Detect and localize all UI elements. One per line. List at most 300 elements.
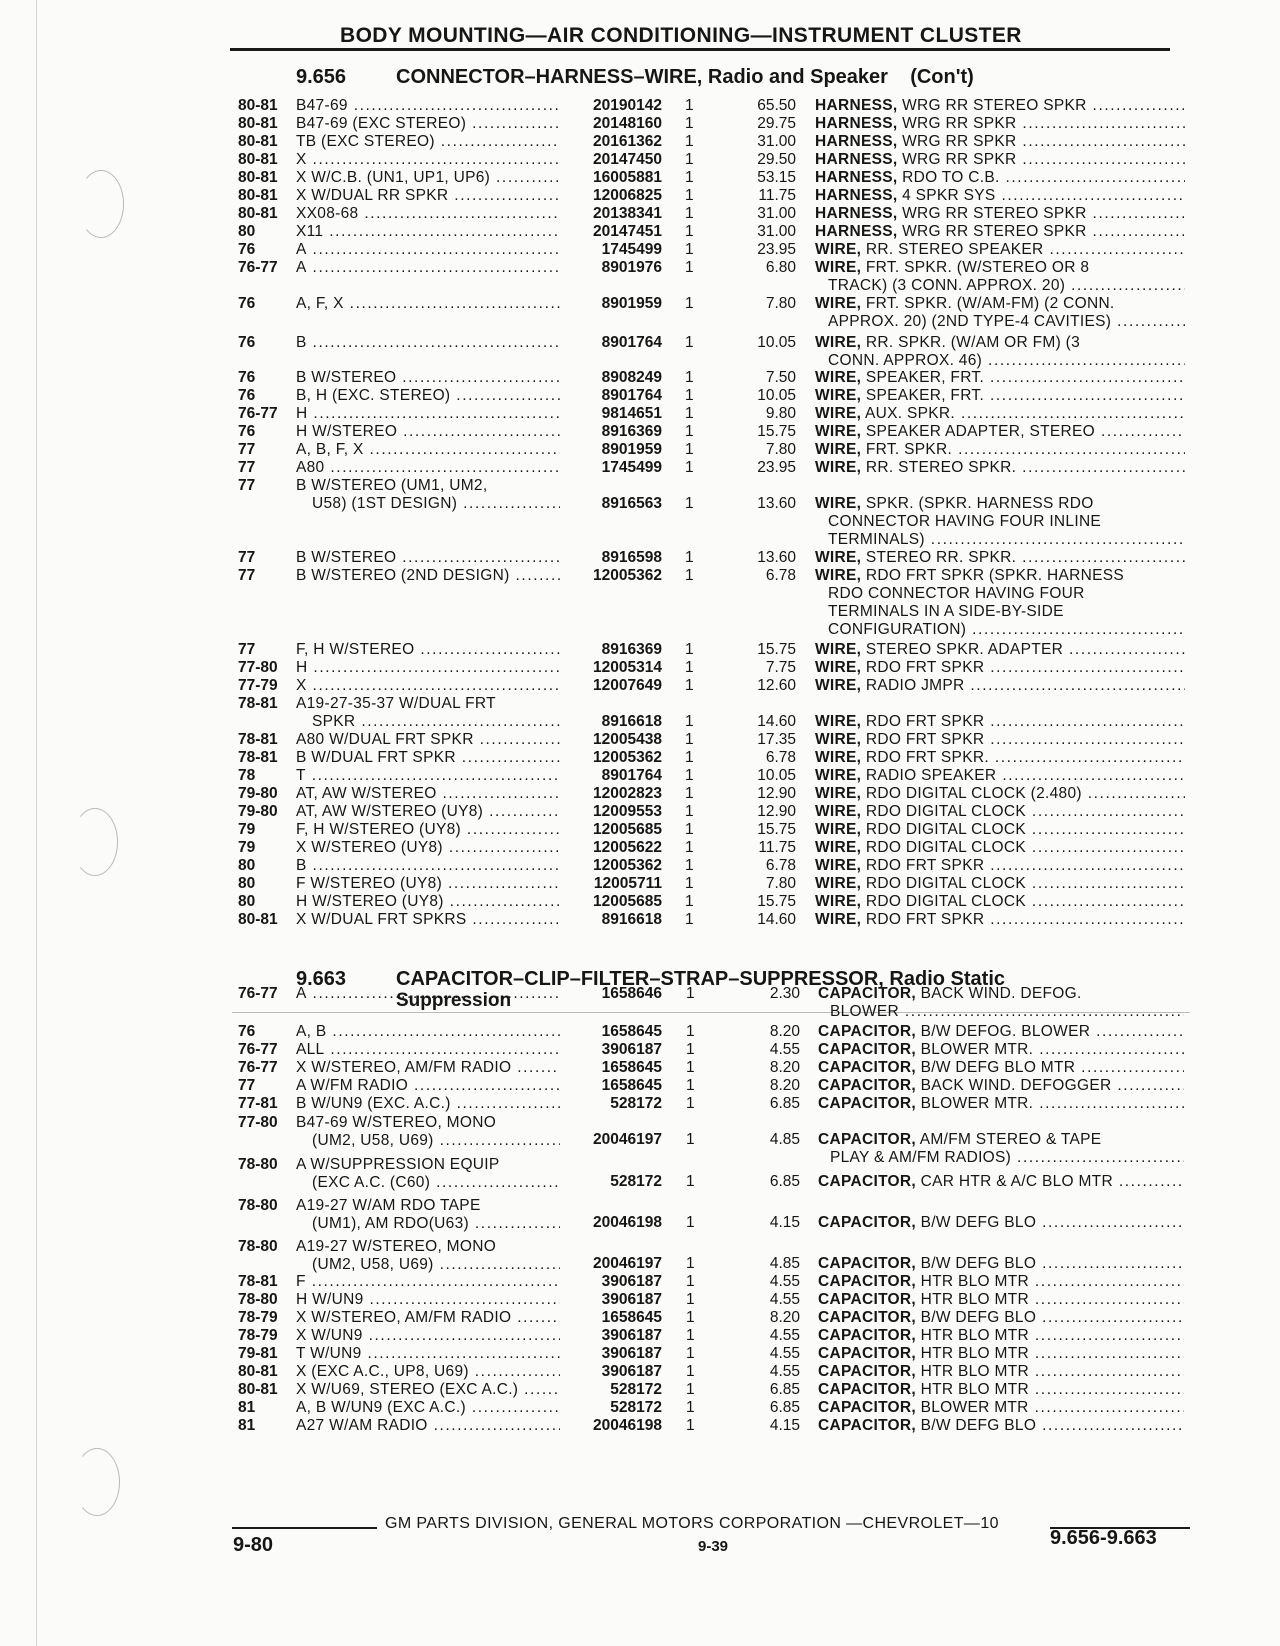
part-name: WIRE, — [815, 839, 862, 856]
description — [818, 1172, 1184, 1191]
description-text: RDO FRT SPKR — [861, 857, 985, 874]
description — [815, 892, 1185, 911]
application: A ..... — [296, 984, 560, 1003]
description-continued: PLAY & AM/FM RADIOS) ..... — [830, 1148, 1184, 1167]
application: AT, AW W/STEREO ..... — [296, 784, 560, 803]
model-years: 80-81 — [238, 133, 278, 150]
description-text: RDO FRT SPKR — [861, 911, 985, 928]
parts-row — [0, 1238, 1280, 1273]
model-years: 78-81 — [238, 1273, 278, 1290]
price: 4.15 — [769, 1214, 800, 1231]
part-name: CAPACITOR, — [818, 1059, 917, 1076]
quantity: 1 — [685, 459, 694, 476]
application: H ..... — [296, 658, 560, 677]
price: 6.78 — [765, 749, 796, 766]
description — [815, 458, 1185, 477]
quantity: 1 — [685, 549, 694, 566]
model-years: 77-80 — [238, 659, 278, 676]
part-number: 12005711 — [593, 875, 662, 892]
quantity: 1 — [685, 839, 694, 856]
model-years: 77 — [238, 459, 256, 476]
price: 6.85 — [769, 1173, 800, 1190]
price: 7.80 — [765, 875, 796, 892]
model-years: 79-80 — [238, 785, 278, 802]
model-years: 81 — [238, 1399, 256, 1416]
application: X W/DUAL FRT SPKRS ..... — [296, 910, 560, 929]
description-text: STEREO SPKR. ADAPTER — [861, 641, 1064, 658]
parts-row — [0, 294, 1280, 330]
parts-row — [0, 404, 1280, 423]
description — [818, 1290, 1184, 1309]
price: 15.75 — [757, 641, 796, 658]
part-number: 20147451 — [593, 223, 662, 240]
application: A, B, F, X ..... — [296, 440, 560, 459]
application-continued: U58) (1ST DESIGN) ..... — [312, 494, 560, 513]
parts-row — [0, 984, 1280, 1020]
parts-row — [0, 96, 1280, 115]
part-number: 1658645 — [601, 1077, 662, 1094]
description-text: AM/FM STEREO & TAPE — [916, 1131, 1102, 1148]
price: 10.05 — [757, 767, 796, 784]
part-name: WIRE, — [815, 803, 862, 820]
quantity: 1 — [686, 1363, 695, 1380]
description — [818, 1272, 1184, 1291]
model-years: 80-81 — [238, 1363, 278, 1380]
part-name: CAPACITOR, — [818, 985, 917, 1002]
part-number: 1658646 — [601, 985, 662, 1002]
part-name: WIRE, — [815, 767, 862, 784]
description-text: HTR BLO MTR — [916, 1327, 1029, 1344]
application: B W/UN9 (EXC. A.C.) ..... — [296, 1094, 560, 1113]
part-name: CAPACITOR, — [818, 1131, 917, 1148]
price: 10.05 — [757, 334, 796, 351]
model-years: 80-81 — [238, 169, 278, 186]
model-years: 77 — [238, 549, 256, 566]
description-text: B/W DEFOG. BLOWER — [916, 1023, 1091, 1040]
price: 13.60 — [757, 495, 796, 512]
part-name: CAPACITOR, — [818, 1023, 917, 1040]
model-years: 81 — [238, 1417, 256, 1434]
price: 6.85 — [769, 1095, 800, 1112]
quantity: 1 — [685, 187, 694, 204]
model-years: 78-81 — [238, 731, 278, 748]
price: 7.75 — [765, 659, 796, 676]
section-title: CAPACITOR–CLIP–FILTER–STRAP–SUPPRESSOR, Radio Static — [396, 968, 1005, 990]
part-number: 8908249 — [601, 369, 662, 386]
part-number: 20046197 — [593, 1255, 662, 1272]
price: 6.85 — [769, 1399, 800, 1416]
application: X W/DUAL RR SPKR ..... — [296, 186, 560, 205]
price: 31.00 — [757, 205, 796, 222]
model-years: 77 — [238, 567, 256, 584]
part-name: WIRE, — [815, 875, 862, 892]
description-text: RR. SPKR. (W/AM OR FM) (3 — [861, 334, 1081, 351]
description — [815, 748, 1185, 767]
part-number: 12005438 — [593, 731, 662, 748]
description — [818, 984, 1184, 1003]
application-continued: (UM2, U58, U69) ..... — [312, 1255, 560, 1274]
description — [818, 1094, 1184, 1113]
price: 4.55 — [769, 1363, 800, 1380]
description-continued: TRACK) (3 CONN. APPROX. 20) ..... — [828, 276, 1185, 295]
description — [815, 856, 1185, 875]
section-number: 9.663 — [296, 968, 347, 990]
part-number: 20161362 — [593, 133, 662, 150]
model-years: 77 — [238, 1077, 256, 1094]
quantity: 1 — [685, 151, 694, 168]
application-continued: SPKR ..... — [312, 712, 560, 731]
model-years: 80-81 — [238, 151, 278, 168]
price: 23.95 — [757, 459, 796, 476]
parts-row — [0, 1197, 1280, 1232]
description — [815, 422, 1185, 441]
description-text: RDO DIGITAL CLOCK — [861, 893, 1027, 910]
part-number: 12006825 — [593, 187, 662, 204]
quantity: 1 — [685, 115, 694, 132]
parts-row — [0, 1362, 1280, 1381]
footer-section-range: 9.656-9.663 — [1050, 1527, 1157, 1549]
description-text: AUX. SPKR. — [861, 405, 956, 422]
parts-row — [0, 1308, 1280, 1327]
application: T ..... — [296, 766, 560, 785]
application: A, B W/UN9 (EXC A.C.) ..... — [296, 1398, 560, 1417]
description — [815, 240, 1185, 259]
model-years: 78-81 — [238, 749, 278, 766]
quantity: 1 — [686, 1255, 695, 1272]
description-text: STEREO RR. SPKR. — [861, 549, 1017, 566]
part-number: 1745499 — [601, 459, 662, 476]
quantity: 1 — [685, 495, 694, 512]
description — [815, 186, 1185, 205]
parts-row — [0, 168, 1280, 187]
quantity: 1 — [686, 1291, 695, 1308]
parts-row — [0, 676, 1280, 695]
model-years: 76 — [238, 334, 256, 351]
part-number: 3906187 — [601, 1291, 662, 1308]
price: 7.80 — [765, 295, 796, 312]
quantity: 1 — [686, 1327, 695, 1344]
part-number: 3906187 — [601, 1363, 662, 1380]
description-text: FRT. SPKR. (W/STEREO OR 8 — [861, 259, 1090, 276]
description — [815, 258, 1185, 277]
quantity: 1 — [685, 713, 694, 730]
part-number: 12005362 — [593, 857, 662, 874]
part-number: 8916598 — [601, 549, 662, 566]
part-name: WIRE, — [815, 749, 862, 766]
price: 4.55 — [769, 1041, 800, 1058]
part-name: HARNESS, — [815, 133, 898, 150]
parts-row — [0, 458, 1280, 477]
part-number: 8901959 — [601, 295, 662, 312]
parts-row — [0, 1022, 1280, 1041]
part-number: 8916563 — [601, 495, 662, 512]
part-name: WIRE, — [815, 659, 862, 676]
price: 29.75 — [757, 115, 796, 132]
quantity: 1 — [685, 767, 694, 784]
part-number: 12005362 — [593, 567, 662, 584]
parts-row — [0, 386, 1280, 405]
parts-row — [0, 1272, 1280, 1291]
part-number: 8916618 — [601, 911, 662, 928]
description-text: HTR BLO MTR — [916, 1273, 1029, 1290]
part-number: 8916369 — [601, 423, 662, 440]
parts-row — [0, 766, 1280, 785]
price: 12.90 — [757, 785, 796, 802]
price: 4.55 — [769, 1291, 800, 1308]
description-text: RR. STEREO SPKR. — [861, 459, 1017, 476]
parts-row — [0, 838, 1280, 857]
part-name: WIRE, — [815, 731, 862, 748]
part-name: CAPACITOR, — [818, 1381, 917, 1398]
parts-row — [0, 802, 1280, 821]
description-text: B/W DEFG BLO — [916, 1417, 1037, 1434]
part-name: WIRE, — [815, 713, 862, 730]
part-number: 16005881 — [593, 169, 662, 186]
part-number: 3906187 — [601, 1345, 662, 1362]
parts-row — [0, 874, 1280, 893]
part-number: 8901959 — [601, 441, 662, 458]
description-text: RDO FRT SPKR — [861, 713, 985, 730]
part-number: 3906187 — [601, 1041, 662, 1058]
part-number: 12005622 — [593, 839, 662, 856]
price: 31.00 — [757, 133, 796, 150]
quantity: 1 — [685, 785, 694, 802]
application: H W/UN9 ..... — [296, 1290, 560, 1309]
application: A ..... — [296, 240, 560, 259]
application: H W/STEREO (UY8) ..... — [296, 892, 560, 911]
quantity: 1 — [686, 1345, 695, 1362]
parts-row — [0, 258, 1280, 294]
application: X (EXC A.C., UP8, U69) ..... — [296, 1362, 560, 1381]
application: B W/DUAL FRT SPKR ..... — [296, 748, 560, 767]
part-number: 12005685 — [593, 821, 662, 838]
parts-row — [0, 566, 1280, 638]
price: 2.30 — [769, 985, 800, 1002]
part-name: CAPACITOR, — [818, 1309, 917, 1326]
part-number: 3906187 — [601, 1327, 662, 1344]
part-number: 1658645 — [601, 1059, 662, 1076]
description-text: HTR BLO MTR — [916, 1291, 1029, 1308]
description-text: RDO DIGITAL CLOCK — [861, 875, 1027, 892]
description-continued: RDO CONNECTOR HAVING FOUR — [828, 585, 1085, 602]
punch-hole — [74, 1448, 120, 1516]
model-years: 80-81 — [238, 115, 278, 132]
description-text: WRG RR STEREO SPKR — [897, 97, 1087, 114]
description — [818, 1130, 1184, 1149]
quantity: 1 — [685, 223, 694, 240]
part-name: CAPACITOR, — [818, 1255, 917, 1272]
part-name: WIRE, — [815, 241, 862, 258]
price: 4.55 — [769, 1327, 800, 1344]
description — [818, 1040, 1184, 1059]
part-name: WIRE, — [815, 857, 862, 874]
model-years: 77 — [238, 477, 256, 494]
parts-row — [0, 784, 1280, 803]
application: F W/STEREO (UY8) ..... — [296, 874, 560, 893]
parts-row — [0, 114, 1280, 133]
description — [815, 784, 1185, 803]
quantity: 1 — [686, 1023, 695, 1040]
description — [815, 566, 1185, 585]
quantity: 1 — [686, 1041, 695, 1058]
price: 8.20 — [769, 1023, 800, 1040]
part-name: WIRE, — [815, 549, 862, 566]
model-years: 76 — [238, 423, 256, 440]
price: 23.95 — [757, 241, 796, 258]
description — [818, 1254, 1184, 1273]
application: A27 W/AM RADIO ..... — [296, 1416, 560, 1435]
application: X W/STEREO, AM/FM RADIO ..... — [296, 1308, 560, 1327]
part-number: 12002823 — [593, 785, 662, 802]
description-text: BACK WIND. DEFOGGER — [916, 1077, 1112, 1094]
price: 4.55 — [769, 1273, 800, 1290]
description-text: RDO DIGITAL CLOCK — [861, 803, 1027, 820]
description — [815, 204, 1185, 223]
part-name: CAPACITOR, — [818, 1214, 917, 1231]
application: A ..... — [296, 258, 560, 277]
description-text: RDO FRT SPKR. — [861, 749, 989, 766]
description-text: WRG RR STEREO SPKR — [897, 223, 1087, 240]
part-number: 12005362 — [593, 749, 662, 766]
description — [815, 368, 1185, 387]
quantity: 1 — [685, 369, 694, 386]
application-continued: (UM1), AM RDO(U63) ..... — [312, 1214, 560, 1233]
quantity: 1 — [685, 893, 694, 910]
part-name: WIRE, — [815, 911, 862, 928]
quantity: 1 — [685, 911, 694, 928]
parts-row — [0, 1416, 1280, 1435]
description-text: WRG RR SPKR — [897, 115, 1017, 132]
parts-row — [0, 150, 1280, 169]
quantity: 1 — [685, 241, 694, 258]
model-years: 76 — [238, 369, 256, 386]
application: B W/STEREO ..... — [296, 548, 560, 567]
description-text: WRG RR SPKR — [897, 151, 1017, 168]
description-text: B/W DEFG BLO — [916, 1309, 1037, 1326]
description — [818, 1022, 1184, 1041]
description-text: SPEAKER ADAPTER, STEREO — [861, 423, 1096, 440]
part-number: 528172 — [610, 1095, 662, 1112]
application: B W/STEREO (2ND DESIGN) ..... — [296, 566, 560, 585]
model-years: 78-79 — [238, 1327, 278, 1344]
quantity: 1 — [685, 441, 694, 458]
description-text: FRT. SPKR. — [861, 441, 953, 458]
price: 4.55 — [769, 1345, 800, 1362]
quantity: 1 — [685, 641, 694, 658]
part-name: WIRE, — [815, 495, 862, 512]
description — [818, 1416, 1184, 1435]
description — [818, 1213, 1184, 1232]
quantity: 1 — [685, 567, 694, 584]
quantity: 1 — [685, 295, 694, 312]
price: 15.75 — [757, 893, 796, 910]
application: B, H (EXC. STEREO) ..... — [296, 386, 560, 405]
application: F, H W/STEREO (UY8) ..... — [296, 820, 560, 839]
quantity: 1 — [686, 1095, 695, 1112]
quantity: 1 — [686, 1173, 695, 1190]
part-number: 20148160 — [593, 115, 662, 132]
part-name: HARNESS, — [815, 169, 898, 186]
description — [818, 1380, 1184, 1399]
price: 8.20 — [769, 1077, 800, 1094]
description-text: BLOWER MTR. — [916, 1041, 1034, 1058]
description-text: B/W DEFG BLO — [916, 1255, 1037, 1272]
application: B ..... — [296, 333, 560, 352]
application: A19-27-35-37 W/DUAL FRT — [296, 695, 496, 712]
model-years: 77-79 — [238, 677, 278, 694]
part-name: CAPACITOR, — [818, 1327, 917, 1344]
part-name: CAPACITOR, — [818, 1041, 917, 1058]
application: XX08-68 ..... — [296, 204, 560, 223]
quantity: 1 — [685, 405, 694, 422]
footer-date: 9-80 — [233, 1534, 274, 1556]
description — [815, 404, 1185, 423]
model-years: 76 — [238, 241, 256, 258]
price: 10.05 — [757, 387, 796, 404]
description-text: RADIO SPEAKER — [861, 767, 997, 784]
part-name: WIRE, — [815, 785, 862, 802]
model-years: 80 — [238, 875, 256, 892]
application: X W/C.B. (UN1, UP1, UP6) ..... — [296, 168, 560, 187]
application: A, F, X ..... — [296, 294, 560, 313]
part-name: HARNESS, — [815, 151, 898, 168]
part-number: 12009553 — [593, 803, 662, 820]
description — [815, 333, 1185, 352]
model-years: 76-77 — [238, 985, 278, 1002]
parts-row — [0, 132, 1280, 151]
price: 14.60 — [757, 713, 796, 730]
price: 7.80 — [765, 441, 796, 458]
application: A W/SUPPRESSION EQUIP — [296, 1156, 500, 1173]
description — [818, 1076, 1184, 1095]
description — [815, 640, 1185, 659]
application: AT, AW W/STEREO (UY8) ..... — [296, 802, 560, 821]
model-years: 77-80 — [238, 1114, 278, 1131]
part-name: CAPACITOR, — [818, 1173, 917, 1190]
price: 13.60 — [757, 549, 796, 566]
parts-row — [0, 1398, 1280, 1417]
price: 65.50 — [757, 97, 796, 114]
parts-row — [0, 1344, 1280, 1363]
description-text: SPKR. (SPKR. HARNESS RDO — [861, 495, 1094, 512]
application: B ..... — [296, 856, 560, 875]
description — [815, 386, 1185, 405]
part-name: WIRE, — [815, 295, 862, 312]
parts-row — [0, 856, 1280, 875]
description-text: RADIO JMPR — [861, 677, 965, 694]
part-number: 1658645 — [601, 1309, 662, 1326]
price: 53.15 — [757, 169, 796, 186]
description — [815, 874, 1185, 893]
part-name: WIRE, — [815, 441, 862, 458]
price: 4.85 — [769, 1255, 800, 1272]
quantity: 1 — [685, 659, 694, 676]
price: 12.60 — [757, 677, 796, 694]
description-text: RDO FRT SPKR (SPKR. HARNESS — [861, 567, 1125, 584]
application: A80 W/DUAL FRT SPKR ..... — [296, 730, 560, 749]
description-text: RDO DIGITAL CLOCK — [861, 821, 1027, 838]
application: T W/UN9 ..... — [296, 1344, 560, 1363]
part-number: 8901976 — [601, 259, 662, 276]
description-text: WRG RR STEREO SPKR — [897, 205, 1087, 222]
parts-row — [0, 748, 1280, 767]
parts-row — [0, 640, 1280, 659]
part-number: 1658645 — [601, 1023, 662, 1040]
application: X ..... — [296, 150, 560, 169]
part-number: 9814651 — [601, 405, 662, 422]
parts-row — [0, 730, 1280, 749]
description-text: 4 SPKR SYS — [897, 187, 996, 204]
